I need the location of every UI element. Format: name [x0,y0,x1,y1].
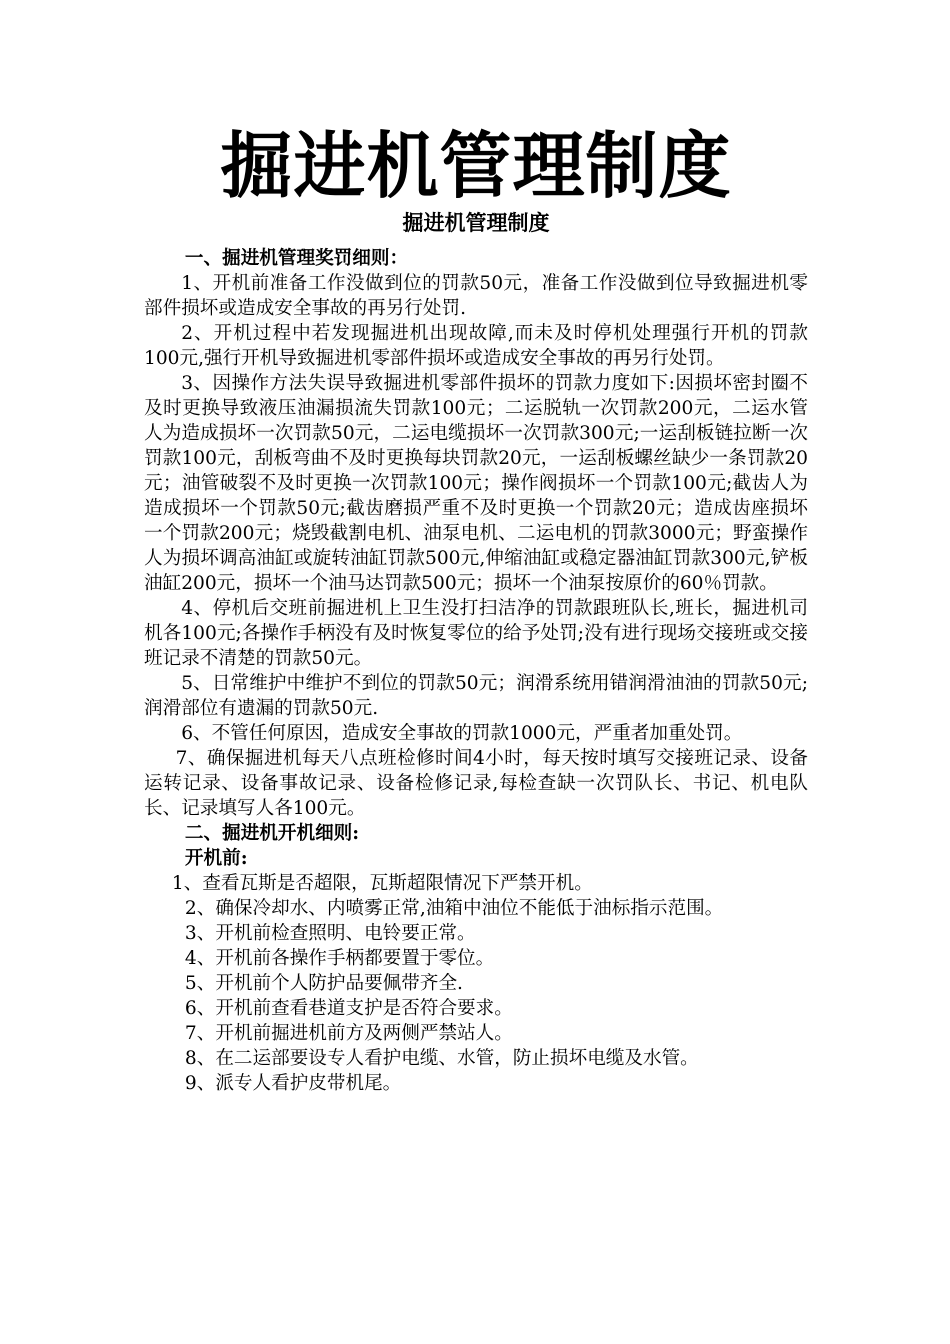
subsection-heading: 开机前: [184,848,248,869]
paragraph-item: 4、停机后交班前掘进机上卫生没打扫洁净的罚款跟班队长,班长，掘进机司机各100元;各操作手柄没有及时恢复零位的给予处罚;没有进行现场交接班或交接班记录不清楚的罚款50元。 [144,598,808,669]
section-heading-rewards: 一、掘进机管理奖罚细则： [184,248,409,269]
list-item: 3、开机前检查照明、电铃要正常。 [184,923,476,944]
list-item: 8、在二运部要设专人看护电缆、水管，防止损坏电缆及水管。 [184,1048,699,1069]
list-item: 5、开机前个人防护品要佩带齐全. [184,973,463,994]
list-item: 7、开机前掘进机前方及两侧严禁站人。 [184,1023,513,1044]
document-body [144,246,808,1096]
paragraph-item: 6、不管任何原因，造成安全事故的罚款1000元，严重者加重处罚。 [181,723,743,744]
list-item: 9、派专人看护皮带机尾。 [184,1073,402,1094]
paragraph-item: 1、开机前准备工作没做到位的罚款50元，准备工作没做到位导致掘进机零部件损坏或造成安全事故的再另行处罚. [144,273,808,319]
paragraph-item: 7、确保掘进机每天八点班检修时间4小时，每天按时填写交接班记录、设备运转记录、设备事故记录、设备检修记录,每检查缺一次罚队长、书记、机电队长、记录填写人各100元。 [144,748,808,819]
list-item: 2、确保冷却水、内喷雾正常,油箱中油位不能低于油标指示范围。 [184,898,724,919]
document-title: 掘进机管理制度 [220,123,732,208]
document-subtitle: 掘进机管理制度 [402,210,550,235]
list-item: 1、查看瓦斯是否超限，瓦斯超限情况下严禁开机。 [171,873,593,894]
list-item: 4、开机前各操作手柄都要置于零位。 [184,948,495,969]
paragraph-item: 3、因操作方法失误导致掘进机零部件损坏的罚款力度如下:因损坏密封圈不及时更换导致液压油漏损流失罚款100元；二运脱轨一次罚款200元，二运水管人为造成损坏一次罚款50元，二运电缆损坏一次罚款300元;一运刮板链拉断一次罚款100元，刮板弯曲不及时更换每块罚款20元，一运刮板螺丝缺少一条罚款20元；油管破裂不及时更换一次罚款100元；操作阀损坏一个罚款100元;截齿人为造成损坏一个罚款50元;截齿磨损严重不及时更换一个罚款20元；造成齿座损坏一个罚款200元；烧毁截割电机、油泵电机、二运电机的罚款3000元；野蛮操作人为损坏调高油缸或旋转油缸罚款500元,伸缩油缸或稳定器油缸罚款300元,铲板油缸200元，损坏一个油马达罚款500元；损坏一个油泵按原价的60％罚款。 [144,373,808,594]
section-heading-startup: 二、掘进机开机细则: [184,823,360,844]
list-item: 6、开机前查看巷道支护是否符合要求。 [184,998,513,1019]
paragraph-item: 5、日常维护中维护不到位的罚款50元；润滑系统用错润滑油油的罚款50元;润滑部位有遗漏的罚款50元. [144,673,808,719]
paragraph-item: 2、开机过程中若发现掘进机出现故障,而未及时停机处理强行开机的罚款100元,强行开机导致掘进机零部件损坏或造成安全事故的再另行处罚。 [144,323,808,369]
